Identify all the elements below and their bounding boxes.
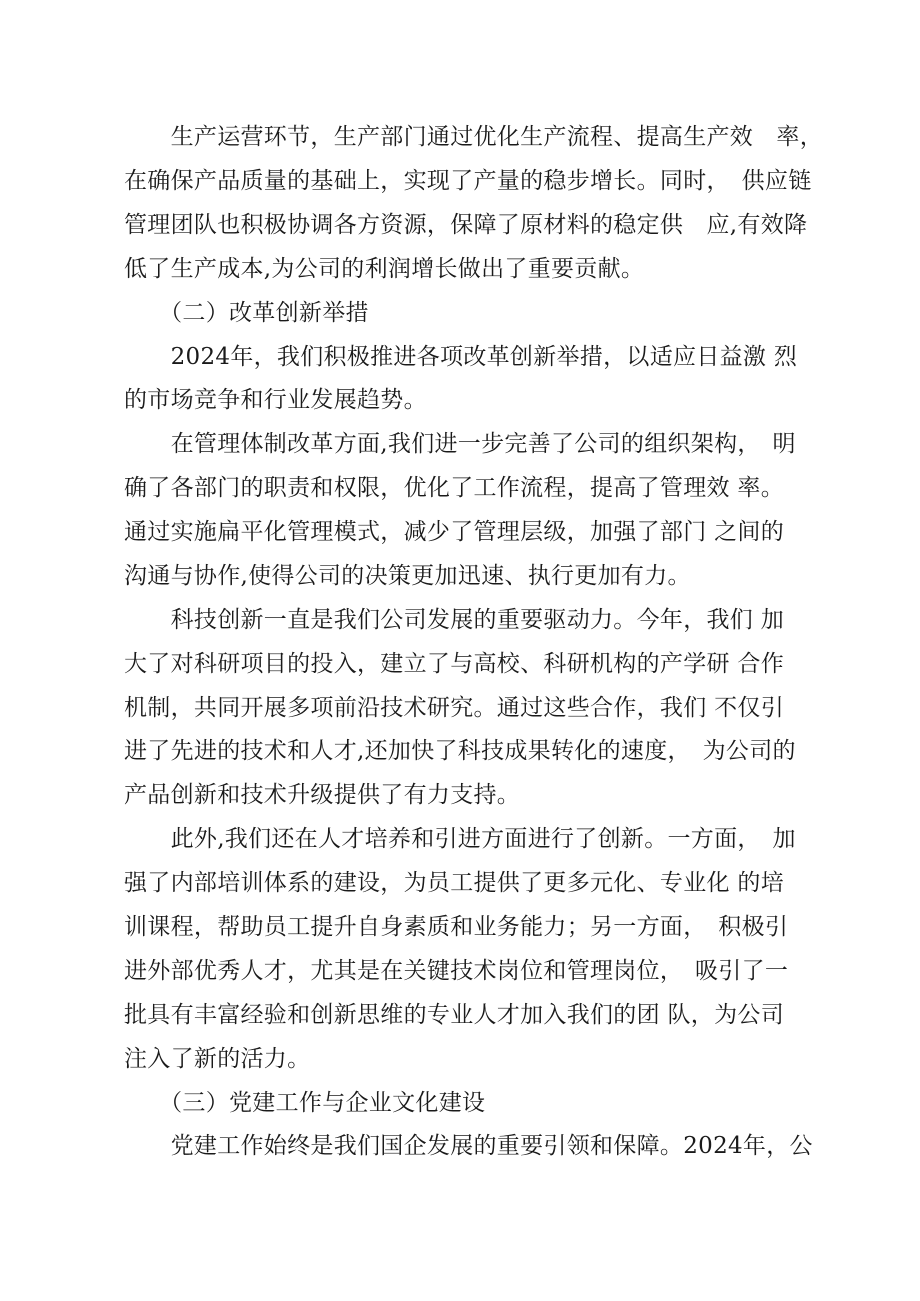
paragraph-line: 科技创新一直是我们公司发展的重要驱动力。今年，我们 加 (124, 607, 785, 633)
paragraph-line: 通过实施扁平化管理模式，减少了管理层级，加强了部门 之间的 (124, 519, 785, 545)
paragraph-line: 2024年，我们积极推进各项改革创新举措，以适应日益激 烈 (124, 344, 798, 370)
paragraph-line: 大了对科研项目的投入，建立了与高校、科研机构的产学研 合作 (124, 651, 785, 677)
section-heading: （三）党建工作与企业文化建设 (124, 1090, 486, 1116)
paragraph-line: 强了内部培训体系的建设，为员工提供了更多元化、专业化 的培 (124, 870, 785, 896)
paragraph-line: 进了先进的技术和人才,还加快了科技成果转化的速度， 为公司的 (124, 738, 796, 764)
paragraph-line: 进外部优秀人才，尤其是在关键技术岗位和管理岗位， 吸引了一 (124, 958, 789, 984)
paragraph-line: 在管理体制改革方面,我们进一步完善了公司的组织架构， 明 (124, 431, 796, 457)
paragraph-line: 党建工作始终是我们国企发展的重要引领和保障。2024年，公 (124, 1133, 813, 1159)
paragraph-line: 的市场竞争和行业发展趋势。 (124, 387, 427, 413)
paragraph-line: 生产运营环节，生产部门通过优化生产流程、提高生产效 率， (124, 124, 823, 150)
paragraph-line: 机制，共同开展多项前沿技术研究。通过这些合作，我们 不仅引 (124, 695, 785, 721)
paragraph-line: 此外,我们还在人才培养和引进方面进行了创新。一方面， 加 (124, 826, 796, 852)
paragraph-line: 沟通与协作,使得公司的决策更加迅速、执行更加有力。 (124, 563, 691, 589)
paragraph-line: 训课程，帮助员工提升自身素质和业务能力；另一方面， 积极引 (124, 914, 789, 940)
paragraph-line: 低了生产成本,为公司的利润增长做出了重要贡献。 (124, 256, 645, 282)
paragraph-line: 产品创新和技术升级提供了有力支持。 (124, 782, 521, 808)
paragraph-line: 批具有丰富经验和创新思维的专业人才加入我们的团 队，为公司 (124, 1002, 785, 1028)
section-heading: （二）改革创新举措 (124, 300, 369, 326)
paragraph-line: 管理团队也积极协调各方资源，保障了原材料的稳定供 应,有效降 (124, 212, 808, 238)
paragraph-line: 确了各部门的职责和权限，优化了工作流程，提高了管理效 率。 (124, 475, 785, 501)
paragraph-line: 在确保产品质量的基础上，实现了产量的稳步增长。同时， 供应链 (124, 168, 812, 194)
paragraph-line: 注入了新的活力。 (124, 1046, 311, 1072)
